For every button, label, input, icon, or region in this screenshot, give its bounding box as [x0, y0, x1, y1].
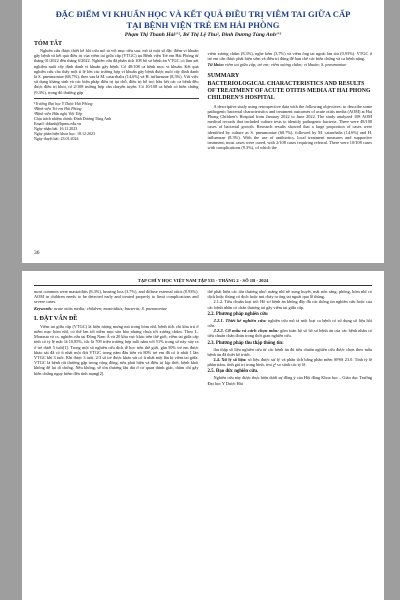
- sample-size-text: gồm toàn bộ số hồ sơ bệnh án của các bệnh nhân có tiêu chuẩn chẩn đoán trong thời gian nghiên cứu.: [207, 328, 372, 339]
- summary-text: A descriptive study using retrospective data with the following objectives: to describe some pathogenic bacterial characteristics and treatment outcomes of acute otitis media (AOM) at Hai Phong Children's Hospital from January 2022 to June 2022. The study analyzed 108 AOM medical records that included culture tests to identify pathogenic bacteria. There were 48/108 cases of bacterial growth. Research results showed that a large proportion of cases were identified by culture as S. pneumoniae (68.7%), followed by M. catarrhalis (14.6%) and H. influenzae (8.3%). With the use of antibiotics, local treatment measures and supportive treatment; most cases were cured, with 2/108 cases requiring referral. There were 10/108 cases with complications (9.3%), of which the: [207, 103, 372, 151]
- sample-size: [208, 328, 373, 338]
- footnote-affiliation-2: ²Bệnh viện Trẻ em Hải Phòng: [34, 105, 82, 111]
- keywords-en-text: acute otitis media; children; mastoiditis; bacteria; S. pneumoniae: [53, 305, 167, 311]
- footnote-affiliation-1: ¹Trường Đại học Y Dược Hải Phòng: [34, 100, 93, 106]
- left-column: [34, 38, 199, 150]
- ethics-text: Nghiên cứu này được thực hiện dưới sự đồng ý của Hội đồng Khoa học – Giáo dục Trường Đại học Y Dược Hải: [207, 375, 372, 386]
- summary-heading: SUMMARY: [207, 72, 240, 79]
- subsection-data-collection: 2.3. Phương pháp thu thập thông tin:: [207, 340, 284, 346]
- page-number: 36: [34, 250, 40, 256]
- corresponding-author: Chịu trách nhiệm chính: Đinh Dương Tùng Anh: [34, 115, 111, 121]
- page2-columns: [22, 289, 384, 386]
- footnotes: [34, 98, 199, 141]
- article-page-1: [22, 0, 384, 263]
- keywords-en: [34, 306, 199, 311]
- section-introduction-heading: I. ĐẶT VẤN ĐỀ: [34, 314, 78, 322]
- keywords-en-label: Keywords:: [34, 305, 53, 311]
- study-design-text: nghiên cứu mô tả một loạt ca bệnh có sử dụng số liệu hồi cứu.: [207, 317, 373, 329]
- study-design: [208, 318, 373, 328]
- keywords-text: viêm tai giữa cấp; trẻ em; viêm xương chũm; vi khuẩn; S. pneumoniae: [225, 62, 347, 68]
- footnote-affiliation-3: ³Bệnh viện Hữu nghị Việt Tiệp: [34, 110, 83, 116]
- article-page-2: [22, 271, 384, 600]
- subsection-methods: 2.2. Phương pháp nghiên cứu: [207, 311, 268, 317]
- running-header: TẠP CHÍ Y HỌC VIỆT NAM TẬP 535 - THÁNG 2 - SỐ 1B - 2024: [34, 271, 372, 286]
- abstract-continued: viêm xương chũm (8,3%), nghe kém (3,7%) và viêm ống tai ngoài lan tỏa (0,93%). VTGC ở trẻ em cần được phát hiện sớm và điều trị đúng để hạn chế các biến chứng và ca bệnh nặng.: [207, 51, 372, 62]
- email: Email: ddtanh@hpmu.edu.vn: [34, 120, 82, 126]
- english-title: BACTERIOLOGICAL CHARACTERISTICS AND RESULTS OF TREATMENT OF ACUTE OTITIS MEDIA AT HAI PHONG CHILDREN'S HOSPITAL: [207, 80, 371, 101]
- left-column-2: [34, 289, 199, 386]
- data-processing: [208, 357, 373, 367]
- data-processing-label: 2.4. Xử lý số liệu:: [213, 357, 247, 363]
- abstract-text: Nghiên cứu được thiết kế hồi cứu mô tả với mục tiêu sau: mô tả một số đặc điểm vi khuẩn gây bệnh và kết quả điều trị của viêm tai giữa cấp (VTGC) tại Bệnh viện Trẻ em Hải Phòng từ tháng 01/2022 đến tháng 6/2022. Nghiên cứu đã phân tích 108 hồ sơ bệnh án VTGC có làm xét nghiệm nuôi cấy định danh vi khuẩn gây bệnh. Có 48/108 ca bệnh mọc vi khuẩn. Kết quả nghiên cứu cho thấy một tỉ lệ lớn các trường hợp vi khuẩn gây bệnh được nuôi cấy định danh là S. pneumoniae (68,7%), theo sau là M. catarrhalis (14,6%) và H. influenzae (8,3%). Với việc sử dụng kháng sinh và các biện pháp điều trị tại chỗ, điều trị hỗ trợ; hầu hết các ca bệnh đều được điều trị khỏi, có 2/108 trường hợp cần chuyển tuyến. Có 10/108 ca bệnh có biến chứng (9,3%), trong đó thường gặp: [34, 48, 199, 95]
- date-accepted: Ngày duyệt bài: 23.01.2024: [34, 135, 79, 141]
- sample-size-label: 2.2.2. Cỡ mẫu và cách chọn mẫu:: [213, 328, 279, 334]
- date-reviewed: Ngày phản biện khoa học: 18.12.2023: [34, 130, 95, 136]
- criteria-continued: thể phát hiện các tổn thương như: màng nhĩ nề xung huyết, mất nón sáng, phồng, hòm nhĩ có dịch hoặc thủng có dịch hoặc mủ chảy ra ống tai ngoài qua lỗ thủng.: [207, 289, 372, 300]
- data-processing-text: số liệu được xử lý và phân tích bằng phần mềm SPSS 23.0. Tính tỷ lệ phần trăm, tính giá trị trung bình, test χ² so sánh các tỷ lệ.: [207, 357, 373, 368]
- abstract-heading: TÓM TẮT: [34, 41, 63, 47]
- keywords-label: Từ khóa:: [207, 62, 225, 68]
- study-design-label: 2.2.1. Thiết kế nghiên cứu:: [213, 317, 267, 323]
- right-column-2: [208, 289, 373, 386]
- subsection-ethics: 2.5. Đạo đức nghiên cứu.: [207, 369, 259, 375]
- summary-continued: most common were mastoiditis (8.3%), hearing loss (3.7%), and diffuse external otitis (0.93%). AOM in children needs to be detected early and treated properly to limit complications and severe cases.: [34, 289, 199, 305]
- article-title: ĐẶC ĐIỂM VI KHUẨN HỌC VÀ KẾT QUẢ ĐIỀU TRỊ VIÊM TAI GIỮA CẤP TẠI BỆNH VIỆN TRẺ EM HẢI PHÒNG: [55, 9, 351, 30]
- date-received: Ngày nhận bài: 16.11.2023: [34, 125, 78, 131]
- section-introduction-text: Viêm tai giữa cấp (VTGC) là hiện tượng mưng mủ trong hòm nhĩ, bệnh tích chỉ khu trú ở niêm mạc hòm nhĩ, có thể lan tới niêm mạc sào bào nhưng chưa tới xương chũm. Theo L. Monasta và cs. nghiên cứu tại Đông Nam Á và 20 khu vực khác trên thế giới, viêm tai giữa cấp tính có tỷ lệ mắc là 10,85%, tức là 709 triệu trường hợp mỗi năm với 51% trong số này xảy ra ở trẻ dưới 5 tuổi[1]. Trong một số nghiên cứu dịch tễ học trên thế giới, gần 50% trẻ em được khảo sát đã có ít nhất một đợt VTGC trong năm đầu tiên và 80% trẻ em đã có ít nhất 1 lần VTGC khi 3 tuổi. Khi được 3 tuổi, 2/3 số trẻ được khảo sát có ít nhất một lần bị viêm tai giữa. VTGC là bệnh rất thường gặp trong cộng đồng, nếu phát hiện và điều trị kịp thời, bệnh khỏi không để lại di chứng. Nếu không, sẽ tồn thương lâu dài ở cơ quan thính giác, thậm chí gây biến chứng nguy hiểm đến tính mạng[2].: [34, 323, 199, 376]
- right-column: [208, 38, 373, 150]
- keywords-vi: [208, 62, 373, 67]
- page1-columns: [22, 38, 384, 150]
- data-collection-text: thu thập số liệu nghiên cứu từ các bệnh án đủ tiêu chuẩn nghiên cứu được chọn theo mẫu bệnh án đã thiết kế trước.: [207, 346, 372, 357]
- exclusion-criteria: 2.1.2. Tiêu chuẩn loại trừ: Hồ sơ bệnh án không đầy đủ các thông tin nghiên cứu hoặc của các bệnh nhân có chẩn thương tai gây viêm tai giữa cấp.: [207, 299, 372, 310]
- authors: Phạm Thị Thanh Hải¹ʼ², Bế Thị Lệ Thu², Đinh Dương Tùng Anh¹ʼ³: [124, 32, 282, 38]
